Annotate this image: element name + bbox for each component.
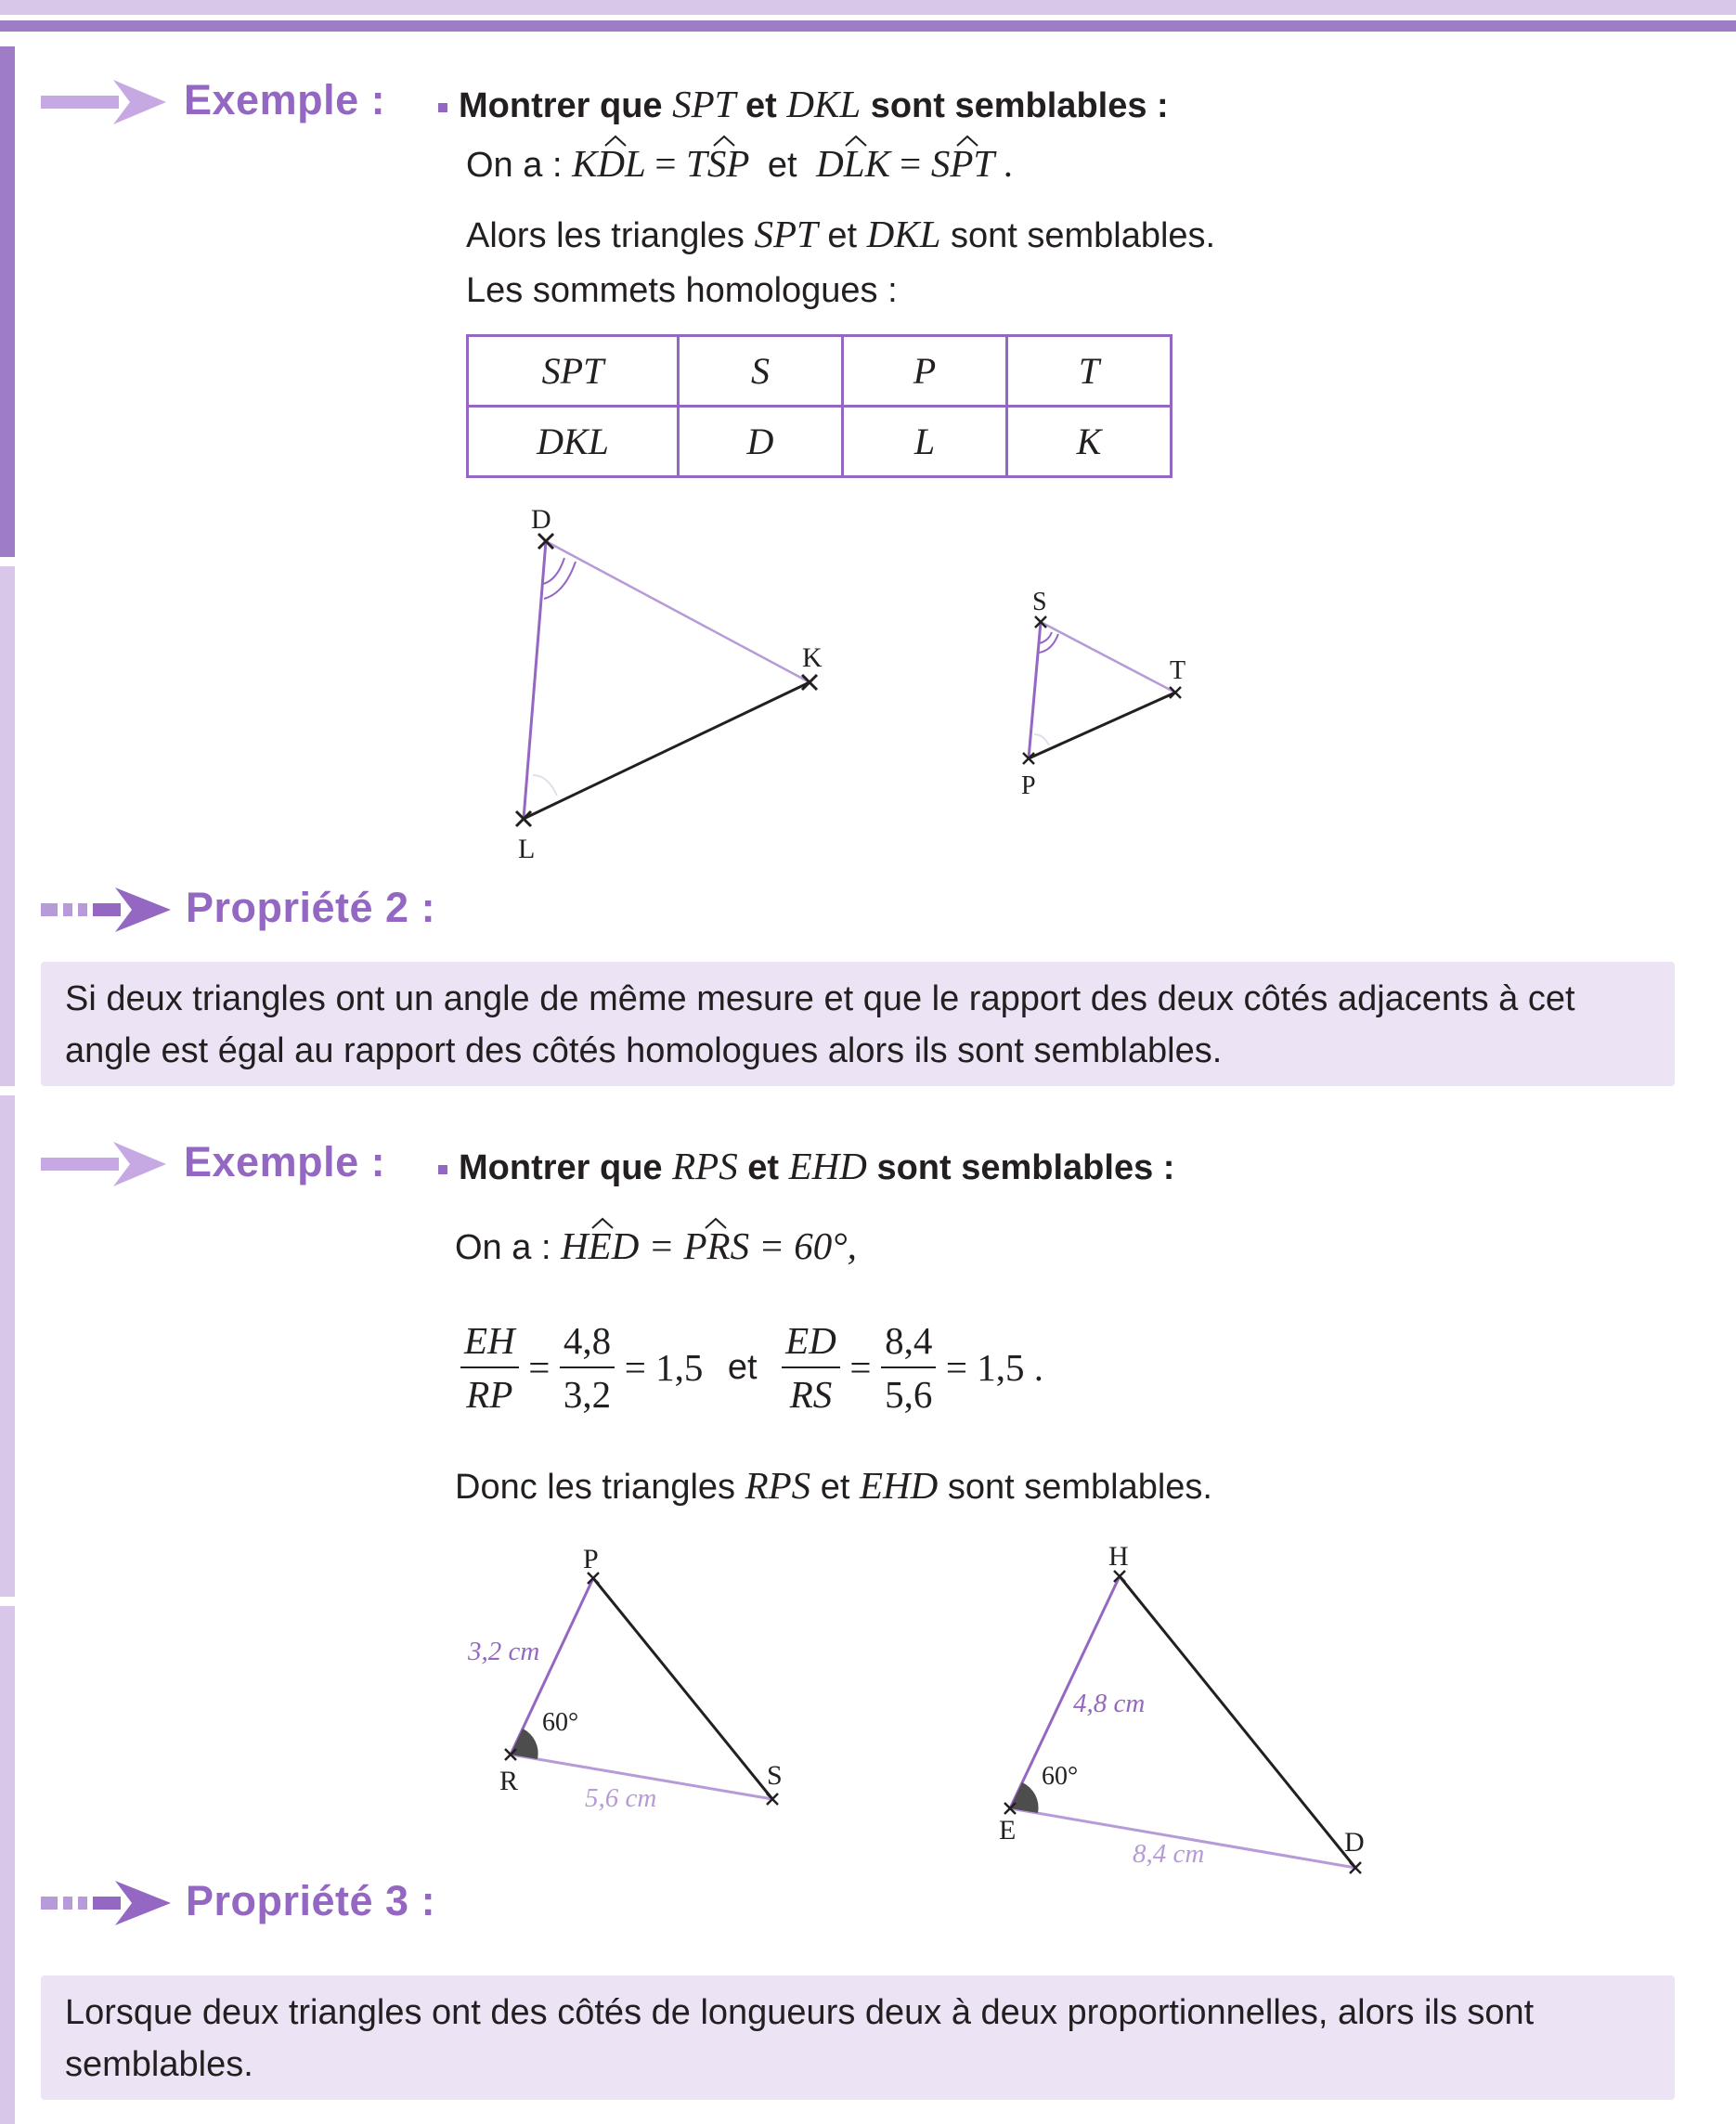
table-cell: S: [679, 336, 843, 407]
vertex-label-s: S: [767, 1760, 783, 1791]
vertex-label-l: L: [518, 834, 536, 864]
dashed-arrow-icon: [41, 884, 171, 936]
vertex-label-d: D: [1344, 1827, 1365, 1858]
prop2-heading: Propriété 2 :: [186, 884, 436, 931]
angle-kdl: KDL: [572, 142, 654, 185]
table-cell: DKL: [468, 407, 679, 477]
example1-on-a: On a : KDL = TSP et DLK = SPT .: [466, 141, 1013, 186]
vertex-label-p: P: [1021, 771, 1036, 800]
top-band: [0, 0, 1736, 15]
figure-rps-ehd: [446, 1532, 1411, 1884]
example2-ratios: $\frac{EH}{RP}$ = $\frac{4,8}{3,2}$ = 1,5 et $\frac{ED}{RS}$ = $\frac{8,4}{5,6}$ = 1,5 .: [460, 1318, 1043, 1417]
table-cell: K: [1007, 407, 1172, 477]
example2-conclusion: Donc les triangles RPS et EHD sont semblables.: [455, 1464, 1212, 1507]
example2-task: Montrer que RPS et EHD sont semblables :: [438, 1144, 1174, 1188]
top-line: [0, 20, 1736, 32]
vertex-label-s: S: [1032, 588, 1047, 616]
prop3-heading: Propriété 3 :: [186, 1877, 436, 1924]
fraction: $\frac{EH}{RP}$: [460, 1318, 519, 1417]
side-bar-4: [0, 1606, 15, 2124]
side-bar-2: [0, 566, 15, 1086]
bullet-square: [438, 103, 447, 112]
figure-dkl-spt: [483, 497, 1225, 868]
angle-equation: HED = PRS = 60°,: [561, 1224, 857, 1267]
table-row: [468, 407, 1172, 477]
angle-tsp: TSP: [686, 142, 758, 185]
fraction: $\frac{8,4}{5,6}$: [881, 1318, 936, 1417]
vertex-label-h: H: [1108, 1541, 1129, 1572]
example1-heading: Exemple :: [184, 76, 386, 123]
example1-conclusion: Alors les triangles SPT et DKL sont semblables.: [466, 213, 1216, 255]
homologues-table: [466, 334, 1172, 478]
vertex-label-r: R: [499, 1766, 519, 1796]
angle-dlk: DLK: [816, 142, 900, 185]
table-row: [468, 336, 1172, 407]
arrow-icon: [41, 76, 166, 128]
vertex-label-t: T: [1170, 656, 1186, 685]
angle-label-e: 60°: [1042, 1762, 1079, 1791]
angle-label-r: 60°: [542, 1708, 579, 1737]
length-ed: 8,4 cm: [1133, 1839, 1205, 1869]
vertex-label-k: K: [802, 642, 823, 673]
vertex-label-d: D: [531, 504, 551, 535]
length-rs: 5,6 cm: [585, 1783, 657, 1813]
example2-on-a: On a : HED = PRS = 60°,: [455, 1224, 857, 1268]
length-rp: 3,2 cm: [468, 1637, 540, 1666]
table-cell: L: [843, 407, 1007, 477]
prop2-text: Si deux triangles ont un angle de même mesure et que le rapport des deux côtés adjacents à cet angle est égal au rapport des côtés homologues alors ils sont semblables.: [65, 979, 1575, 1070]
prop3-box: [41, 1975, 1675, 2100]
angle-spt: SPT: [931, 142, 1004, 185]
side-bar-1: [0, 46, 15, 557]
dashed-arrow-icon: [41, 1877, 171, 1929]
arrow-icon: [41, 1138, 166, 1190]
table-cell: D: [679, 407, 843, 477]
bullet-square: [438, 1165, 447, 1174]
prop2-box: [41, 962, 1675, 1086]
table-cell: T: [1007, 336, 1172, 407]
length-eh: 4,8 cm: [1073, 1689, 1146, 1718]
fraction: $\frac{ED}{RS}$: [782, 1318, 840, 1417]
table-cell: P: [843, 336, 1007, 407]
fraction: $\frac{4,8}{3,2}$: [560, 1318, 615, 1417]
prop3-text: Lorsque deux triangles ont des côtés de longueurs deux à deux proportionnelles, alors ils sont semblables.: [65, 1993, 1535, 2084]
example1-homologues: Les sommets homologues :: [466, 271, 898, 310]
example1-task: Montrer que SPT et DKL sont semblables :: [438, 82, 1169, 126]
table-cell: SPT: [468, 336, 679, 407]
vertex-label-e: E: [999, 1815, 1017, 1846]
side-bar-3: [0, 1095, 15, 1597]
vertex-label-p: P: [583, 1544, 599, 1574]
example2-heading: Exemple :: [184, 1138, 386, 1185]
